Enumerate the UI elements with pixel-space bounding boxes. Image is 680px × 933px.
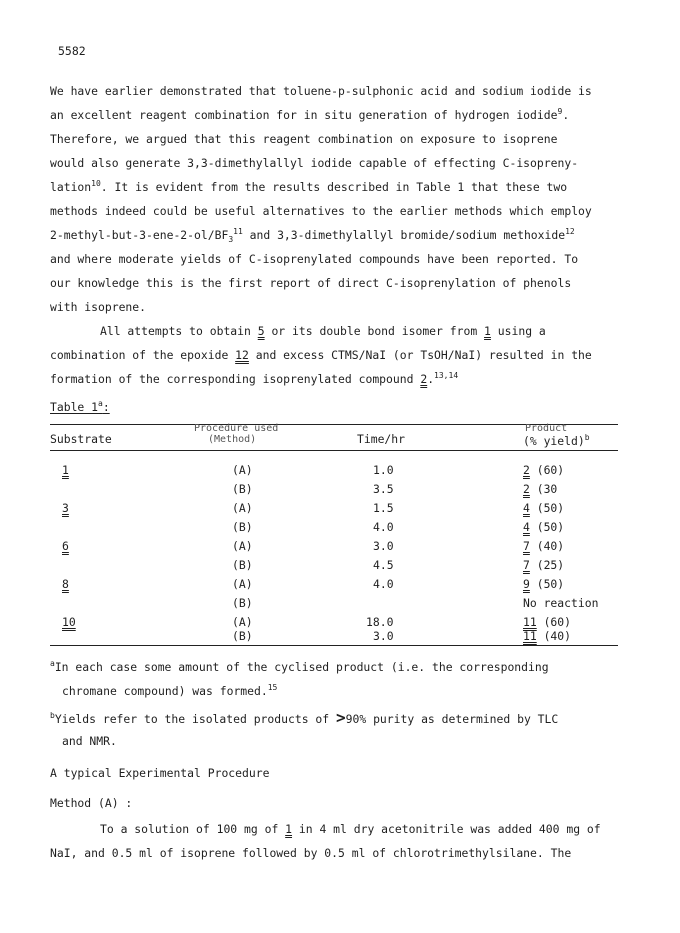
cell-method: (A) <box>232 615 253 629</box>
text-line: and where moderate yields of C-isoprenylated compounds have been reported. To <box>50 252 579 266</box>
cell-product: 4 (50) <box>523 501 565 515</box>
method-heading: Method (A) : <box>50 796 133 810</box>
cell-product: 11 (60) <box>523 615 572 629</box>
cell-method: (A) <box>232 577 253 591</box>
cell-product: 4 (50) <box>523 520 565 534</box>
text-line: NaI, and 0.5 ml of isoprene followed by 0.5 ml of chlorotrimethylsilane. The <box>50 846 572 860</box>
footnote-a-cont: chromane compound) was formed.$^{15}$ <box>62 683 278 698</box>
cell-product: No reaction <box>523 596 599 610</box>
cell-time: 1.5 <box>373 501 394 515</box>
text-line: lation$^{10}$. It is evident from the results described in Table 1 that these two <box>50 179 568 194</box>
page-number: 5582 <box>58 44 86 58</box>
cell-product: 2 (30 <box>523 482 558 496</box>
cell-product: 7 (25) <box>523 558 565 572</box>
text-line: methods indeed could be useful alternatives to the earlier methods which employ <box>50 204 592 218</box>
text-line: $2-methyl-but-3-ene-2-ol/BF_3^{11}$ and 3,3-dimethylallyl bromide/sodium methoxide$^{12}$ <box>50 227 575 244</box>
text-line: formation of the corresponding isoprenylated compound 2.$^{13,14}$ <box>50 371 459 386</box>
text-line: All attempts to obtain 5 or its double bond isomer from 1 using a <box>100 324 546 338</box>
footnote-b: $^b$Yields refer to the isolated products of >90% purity as determined by TLC <box>50 708 559 727</box>
footnote-b-cont: and NMR. <box>62 734 117 748</box>
table-caption: Table 1$^a$: <box>50 399 110 414</box>
text-line: combination of the epoxide 12 and excess CTMS/NaI (or TsOH/NaI) resulted in the <box>50 348 592 362</box>
text-line: We have earlier demonstrated that toluene-p-sulphonic acid and sodium iodide is <box>50 84 592 98</box>
cell-time: 18.0 <box>366 615 394 629</box>
header-method-line2: (Method) <box>208 434 257 445</box>
text-line: our knowledge this is the first report of direct C-isoprenylation of phenols <box>50 276 572 290</box>
cell-time: 3.5 <box>373 482 394 496</box>
table-bottom-rule <box>50 645 618 646</box>
cell-substrate: 3 <box>62 501 69 515</box>
header-product-line2: (% yield)$^b$ <box>523 433 590 448</box>
cell-time: 3.0 <box>373 539 394 553</box>
text-line: Therefore, we argued that this reagent combination on exposure to isoprene <box>50 132 558 146</box>
cell-time: 4.0 <box>373 577 394 591</box>
text-line: To a solution of 100 mg of 1 in 4 ml dry acetonitrile was added 400 mg of <box>100 822 601 836</box>
cell-substrate: 8 <box>62 577 69 591</box>
cell-time: 3.0 <box>373 629 394 643</box>
cell-substrate: 10 <box>62 615 76 629</box>
cell-method: (B) <box>232 482 253 496</box>
cell-method: (B) <box>232 558 253 572</box>
cell-method: (B) <box>232 629 253 643</box>
section-heading: A typical Experimental Procedure <box>50 766 270 780</box>
cell-time: 4.0 <box>373 520 394 534</box>
cell-method: (B) <box>232 596 253 610</box>
footnote-a: $^a$In each case some amount of the cyclised product (i.e. the corresponding <box>50 659 549 674</box>
header-product-line1: Product <box>525 423 568 434</box>
text-line: would also generate 3,3-dimethylallyl iodide capable of effecting C-isopreny- <box>50 156 579 170</box>
cell-product: 11 (40) <box>523 629 572 643</box>
cell-method: (A) <box>232 501 253 515</box>
cell-substrate: 6 <box>62 539 69 553</box>
cell-product: 7 (40) <box>523 539 565 553</box>
cell-time: 4.5 <box>373 558 394 572</box>
cell-product: 9 (50) <box>523 577 565 591</box>
table-header-rule <box>50 450 618 451</box>
cell-method: (A) <box>232 463 253 477</box>
header-method-line1: Procedure used <box>194 423 279 434</box>
cell-method: (B) <box>232 520 253 534</box>
cell-method: (A) <box>232 539 253 553</box>
header-substrate: Substrate <box>50 432 112 446</box>
text-line: with isoprene. <box>50 300 147 314</box>
cell-time: 1.0 <box>373 463 394 477</box>
text-line: an excellent reagent combination for in situ generation of hydrogen iodide$^9$. <box>50 107 570 122</box>
cell-substrate: 1 <box>62 463 69 477</box>
cell-product: 2 (60) <box>523 463 565 477</box>
header-time: Time/hr <box>357 432 406 446</box>
